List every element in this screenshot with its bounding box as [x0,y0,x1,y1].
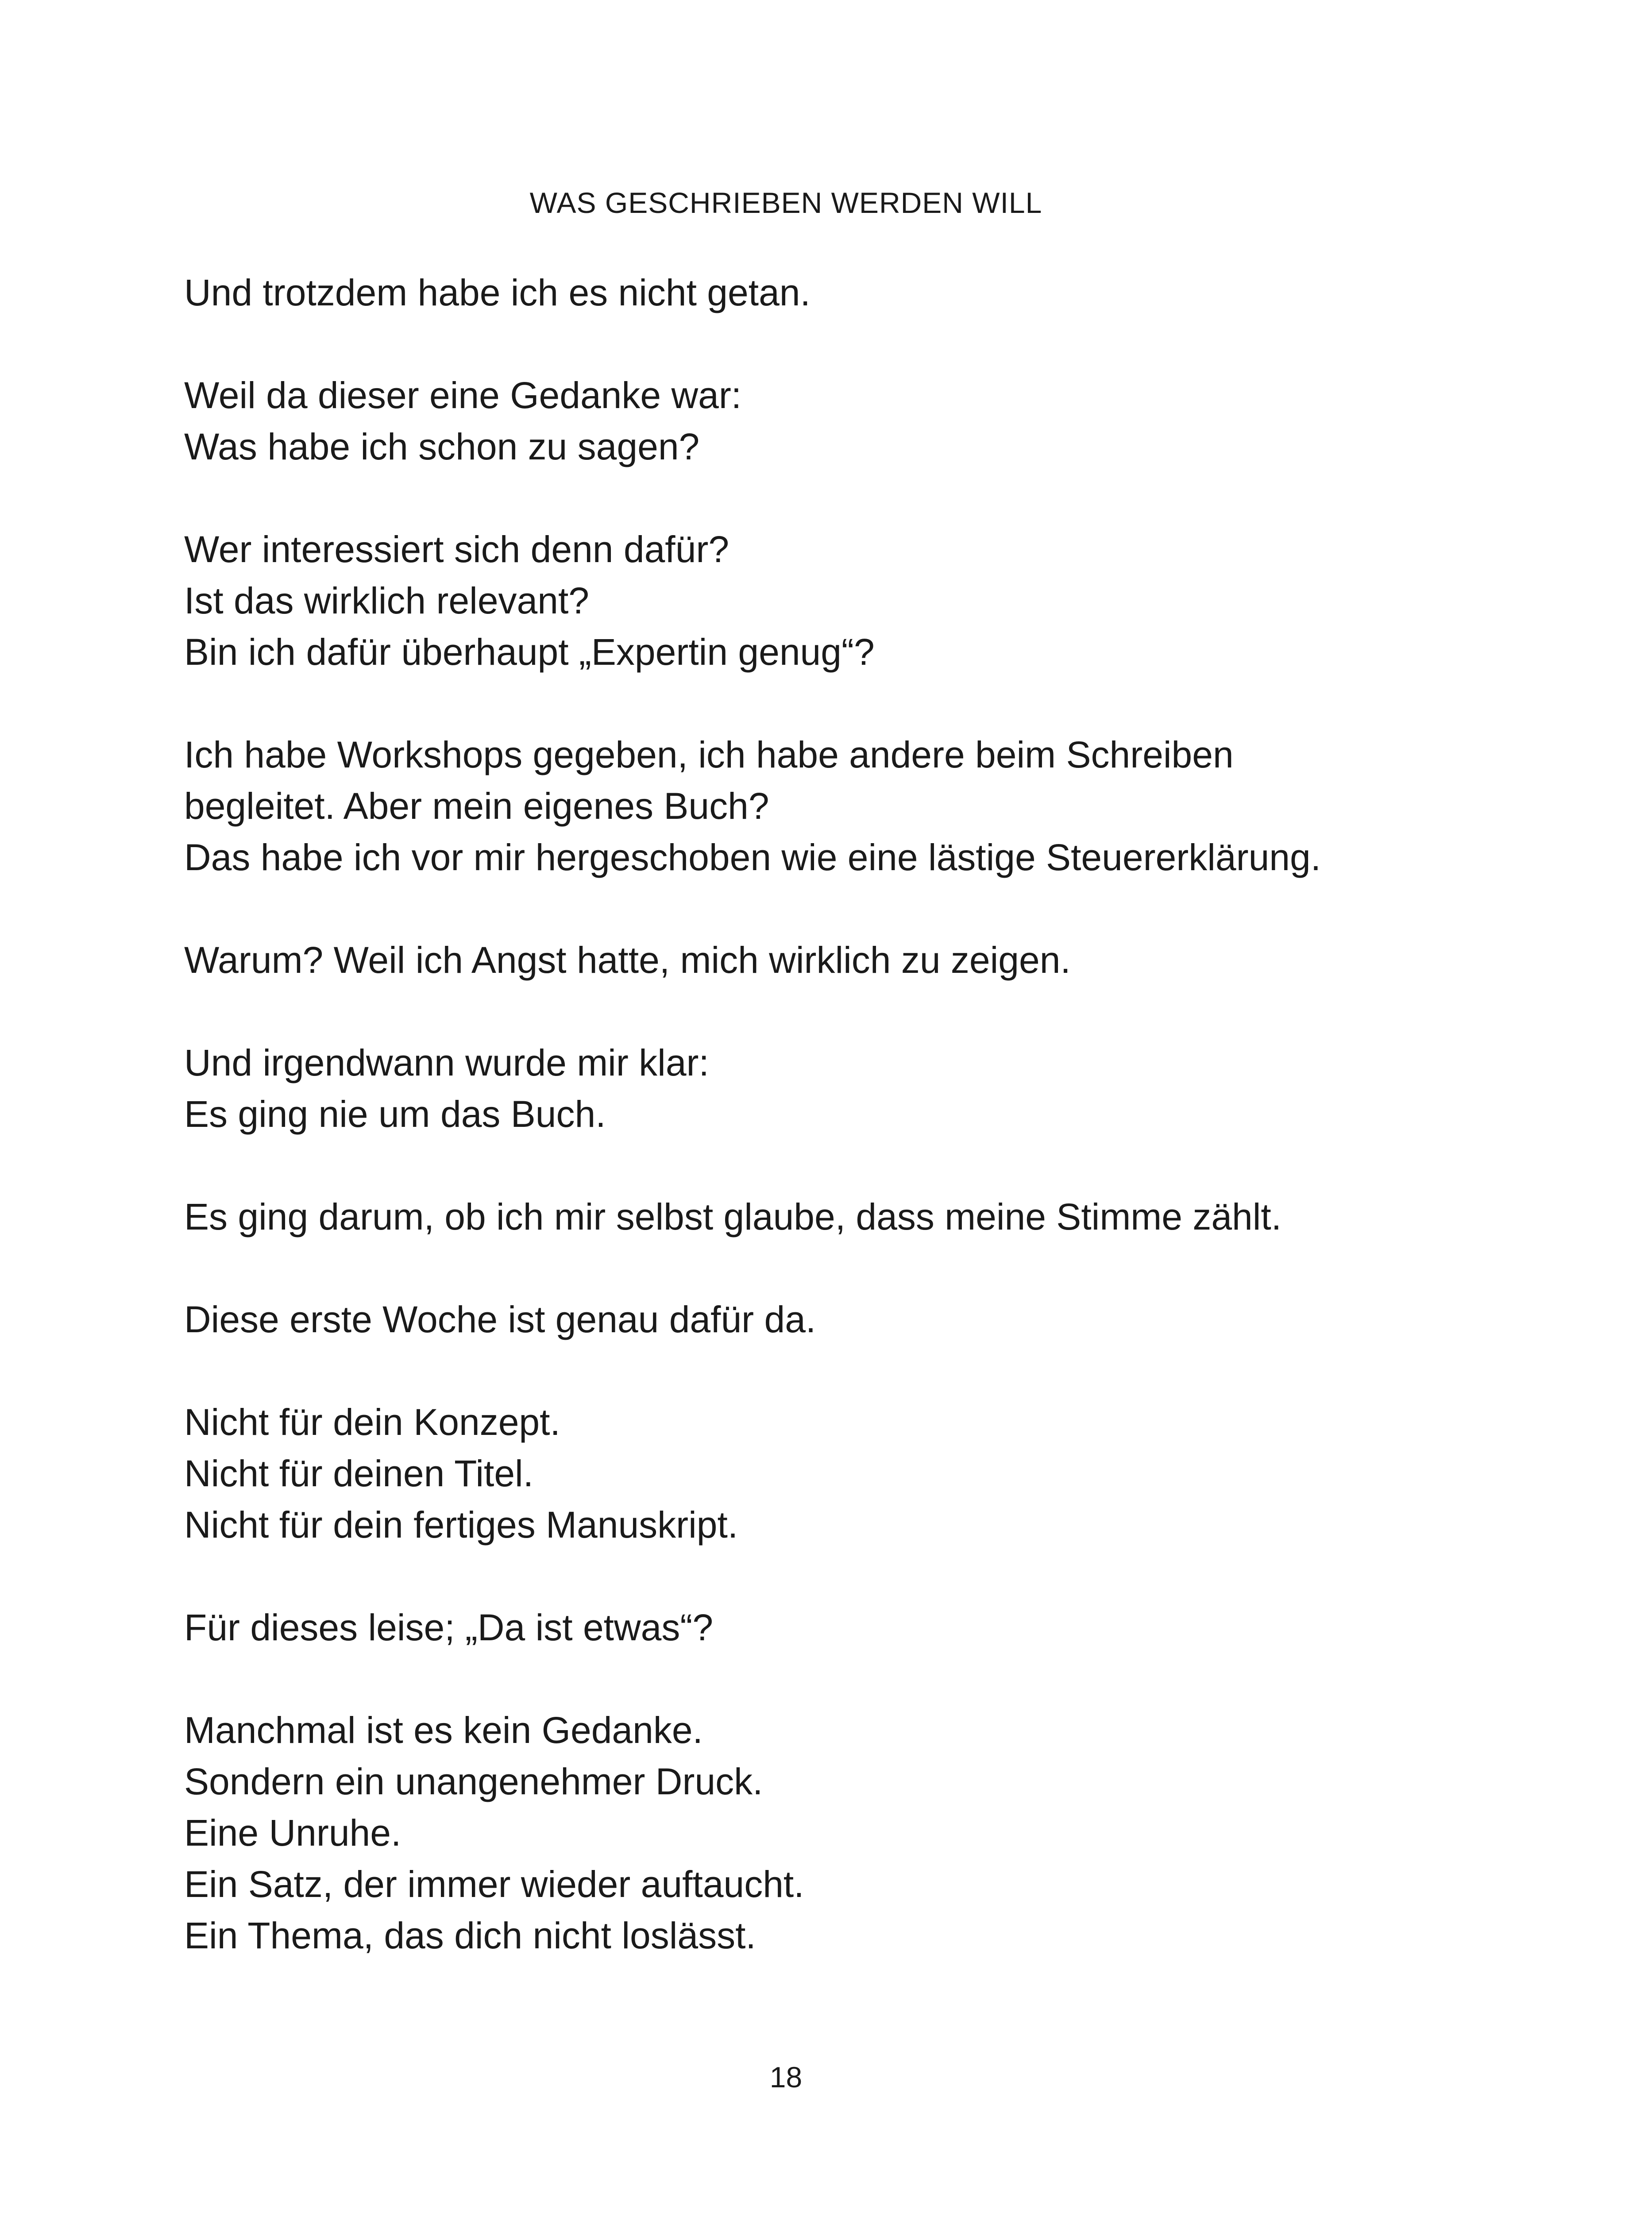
page-number: 18 [769,2061,803,2093]
text-line: Was habe ich schon zu sagen? [184,426,700,467]
text-line: Nicht für dein Konzept. [184,1401,560,1443]
text-line: Eine Unruhe. [184,1812,401,1854]
paragraph [184,1602,1512,1653]
text-line: begleitet. Aber mein eigenes Buch? [184,785,769,827]
paragraph [184,1037,1512,1140]
text-line: Und trotzdem habe ich es nicht getan. [184,272,811,313]
text-line: Und irgendwann wurde mir klar: [184,1042,709,1083]
running-header: WAS GESCHRIEBEN WERDEN WILL [529,186,1042,219]
paragraph [184,267,1512,318]
text-line: Ein Satz, der immer wieder auftaucht. [184,1863,804,1905]
paragraph [184,370,1512,472]
paragraph [184,729,1512,883]
text-line: Nicht für deinen Titel. [184,1453,534,1494]
text-line: Das habe ich vor mir hergeschoben wie eine lästige Steuererklärung. [184,837,1321,878]
text-line: Weil da dieser eine Gedanke war: [184,374,742,416]
paragraph [184,1294,1512,1345]
paragraph [184,934,1512,986]
paragraph [184,524,1512,678]
text-line: Für dieses leise; „Da ist etwas“? [184,1607,714,1648]
paragraph [184,1396,1512,1550]
text-line: Es ging nie um das Buch. [184,1093,606,1135]
text-line: Nicht für dein fertiges Manuskript. [184,1504,738,1546]
text-line: Ich habe Workshops gegeben, ich habe andere beim Schreiben [184,734,1234,775]
paragraph [184,1191,1512,1242]
body-text [184,267,1512,2013]
text-line: Ein Thema, das dich nicht loslässt. [184,1915,756,1956]
text-line: Manchmal ist es kein Gedanke. [184,1709,703,1751]
text-line: Diese erste Woche ist genau dafür da. [184,1299,816,1340]
text-line: Es ging darum, ob ich mir selbst glaube, dass meine Stimme zählt. [184,1196,1282,1238]
paragraph [184,1704,1512,1961]
text-line: Warum? Weil ich Angst hatte, mich wirklich zu zeigen. [184,939,1071,981]
text-line: Ist das wirklich relevant? [184,580,590,621]
text-line: Sondern ein unangenehmer Druck. [184,1761,763,1802]
text-line: Bin ich dafür überhaupt „Expertin genug“? [184,631,875,673]
text-line: Wer interessiert sich denn dafür? [184,528,730,570]
